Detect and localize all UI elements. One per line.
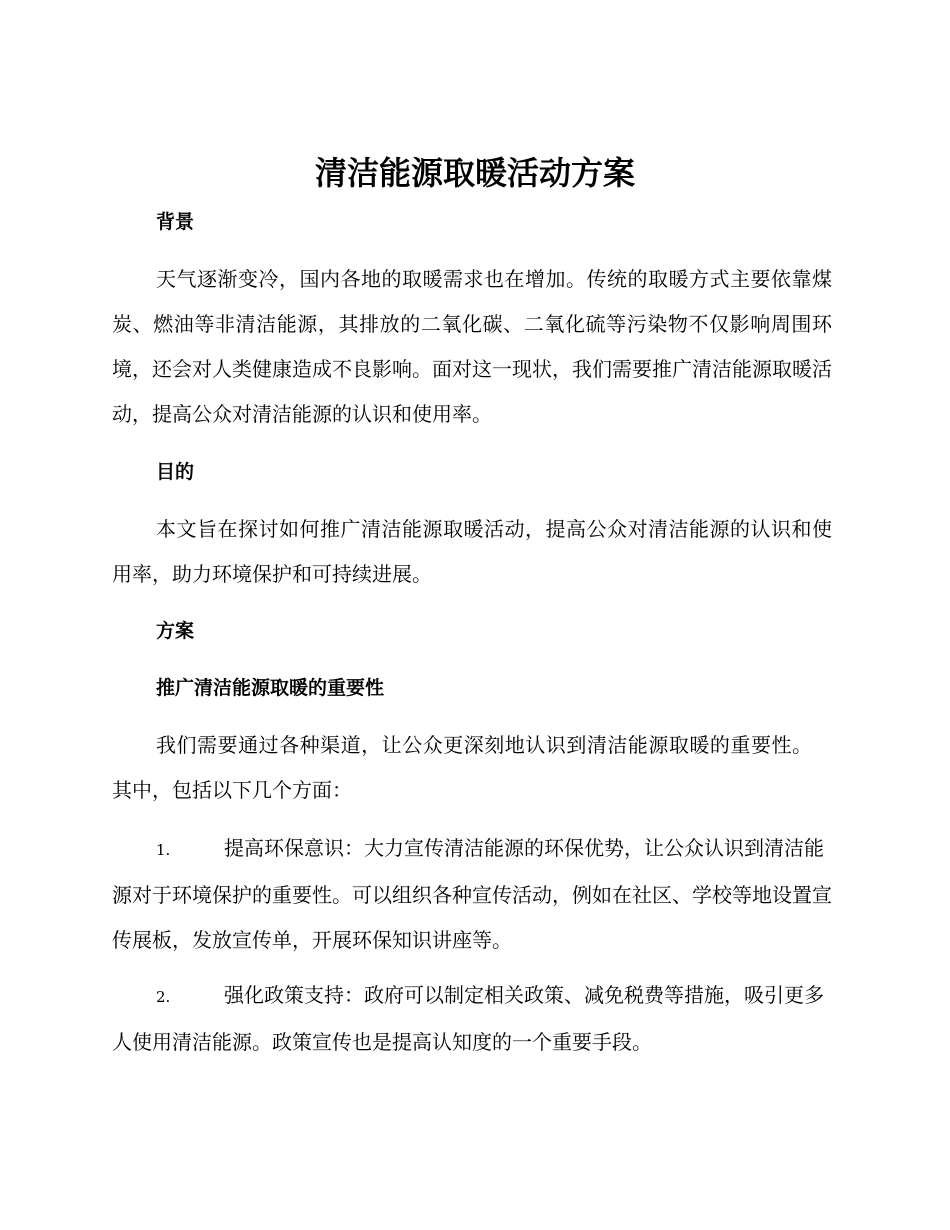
background-paragraph: 天气逐渐变冷，国内各地的取暖需求也在增加。传统的取暖方式主要依靠煤炭、燃油等非清洁能源，其排放的二氧化碳、二氧化硫等污染物不仅影响周围环境，还会对人类健康造成不良影响。面对这一现状，我们需要推广清洁能源取暖活动，提高公众对清洁能源的认识和使用率。 (112, 267, 832, 426)
list-item-1 (112, 826, 832, 963)
purpose-paragraph: 本文旨在探讨如何推广清洁能源取暖活动，提高公众对清洁能源的认识和使用率，助力环境保护和可持续进展。 (112, 517, 832, 586)
plan-intro-paragraph: 我们需要通过各种渠道，让公众更深刻地认识到清洁能源取暖的重要性。其中，包括以下几个方面： (112, 733, 812, 802)
section-heading-purpose: 目的 (156, 461, 195, 483)
section-heading-background: 背景 (156, 211, 195, 233)
document-title: 清洁能源取暖活动方案 (314, 154, 635, 192)
list-item-text: 强化政策支持：政府可以制定相关政策、减免税费等措施，吸引更多人使用清洁能源。政策宣传也是提高认知度的一个重要手段。 (112, 983, 824, 1054)
list-number: 1. (156, 841, 171, 859)
subsection-heading-importance: 推广清洁能源取暖的重要性 (156, 677, 385, 699)
section-heading-plan: 方案 (156, 620, 195, 642)
list-number: 2. (156, 988, 171, 1006)
list-item-2 (112, 973, 832, 1065)
list-item-text: 提高环保意识：大力宣传清洁能源的环保优势，让公众认识到清洁能源对于环境保护的重要性。可以组织各种宣传活动，例如在社区、学校等地设置宣传展板，发放宣传单，开展环保知识讲座等。 (112, 836, 832, 952)
